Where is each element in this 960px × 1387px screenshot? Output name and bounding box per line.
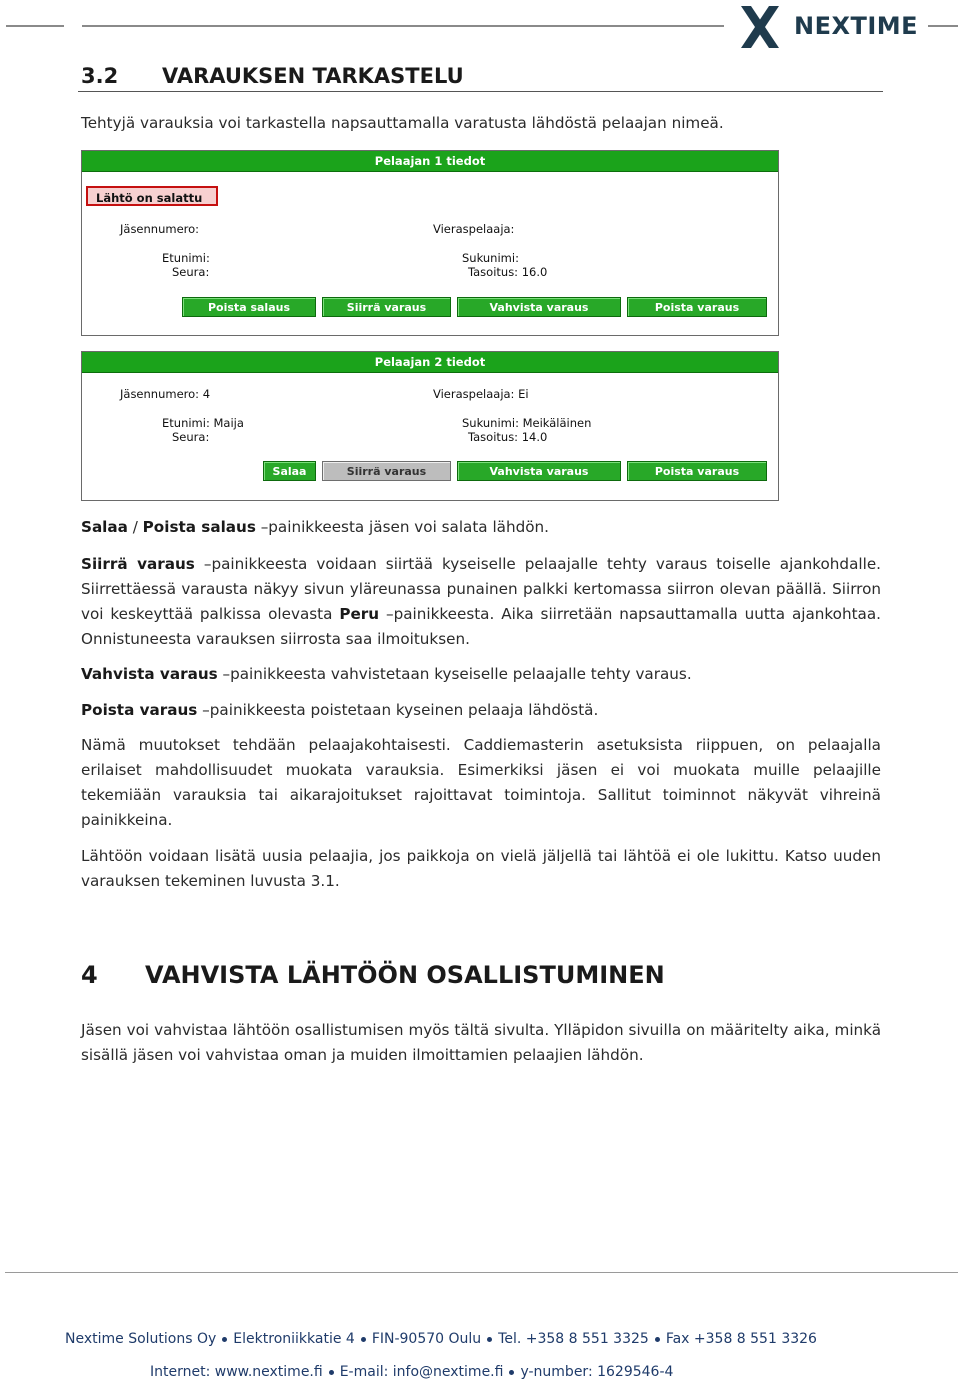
section-number: 3.2 (81, 64, 119, 88)
footer-company: Nextime Solutions Oy (65, 1331, 217, 1347)
footer-phone: Tel. +358 8 551 3325 (498, 1331, 649, 1347)
last-name-label: Sukunimi: Meikäläinen (462, 416, 592, 430)
bold-term: Siirrä varaus (81, 555, 195, 573)
panel-title: Pelaajan 1 tiedot (82, 151, 778, 172)
bullet-icon (329, 1370, 334, 1375)
club-label: Seura: (172, 265, 210, 279)
confirm-reservation-button[interactable]: Vahvista varaus (457, 297, 621, 317)
confirm-reservation-button[interactable]: Vahvista varaus (457, 461, 621, 481)
guest-label: Vieraspelaaja: Ei (433, 387, 529, 401)
section-title: VARAUKSEN TARKASTELU (162, 64, 464, 88)
club-label: Seura: (172, 430, 210, 444)
brand-name: NEXTIME (794, 12, 919, 40)
player-2-panel (81, 351, 779, 501)
section4-paragraph: Jäsen voi vahvistaa lähtöön osallistumisen myös tältä sivulta. Ylläpidon sivuilla on määritelty aika, minkä sisällä jäsen voi vahvistaa oman ja muiden ilmoittamien pelaajien lähdön. (81, 1021, 881, 1064)
handicap-label: Tasoitus: 16.0 (468, 265, 548, 279)
text-span: –painikkeesta voidaan siirtää kyseiselle pelaajalle tehty varaus toiselle ajankohdalle. Siirrettäessä varausta näkyy sivun yläreunassa punainen palkki kertomassa siirron olevan päällä. Siirron voi keskeyttää palkissa olevasta (81, 555, 881, 623)
move-reservation-button[interactable]: Siirrä varaus (322, 297, 451, 317)
first-name-label: Etunimi: Maija (162, 416, 244, 430)
handicap-label: Tasoitus: 14.0 (468, 430, 548, 444)
delete-reservation-button[interactable]: Poista varaus (627, 297, 767, 317)
intro-paragraph: Tehtyjä varauksia voi tarkastella napsauttamalla varatusta lähdöstä pelaajan nimeä. (81, 114, 724, 132)
confirm-paragraph (81, 662, 881, 687)
guest-label: Vieraspelaaja: (433, 222, 515, 236)
text-span: / (127, 518, 143, 536)
footer-postal: FIN-90570 Oulu (371, 1331, 482, 1347)
button-row (82, 297, 778, 319)
bullet-icon (361, 1337, 366, 1342)
footer-fax: Fax +358 8 551 3326 (665, 1331, 817, 1347)
header-rule-right (928, 25, 958, 27)
move-reservation-button[interactable]: Siirrä varaus (322, 461, 451, 481)
bold-term: Poista salaus (142, 518, 256, 536)
footer-address (65, 1331, 817, 1347)
bold-term: Poista varaus (81, 701, 198, 719)
last-name-label: Sukunimi: (462, 251, 519, 265)
bullet-icon (487, 1337, 492, 1342)
bullet-icon (222, 1337, 227, 1342)
footer-ynumber: y-number: 1629546-4 (520, 1364, 674, 1380)
text-span: –painikkeesta. Aika siirretään napsauttamalla uutta ajankohtaa. Onnistuneesta varauksen siirrosta saa ilmoituksen. (81, 605, 881, 648)
player-specific-paragraph: Nämä muutokset tehdään pelaajakohtaisesti. Caddiemasterin asetuksista riippuen, on pelaajalla erilaiset mahdollisuudet muokata varauksia. Esimerkiksi jäsen ei voi muokata muille pelaajille tekemiään varauksia tai aikarajoitukset rajoittavat toimintoja. Sallitut toiminnot näkyvät vihreinä painikkeina. (81, 736, 881, 829)
player-1-panel (81, 150, 779, 336)
bold-term: Peru (339, 605, 380, 623)
lock-paragraph (81, 515, 881, 540)
section-rule (78, 91, 883, 92)
header-rule-middle (82, 25, 724, 27)
text-span: –painikkeesta vahvistetaan kyseiselle pelaajalle tehty varaus. (217, 665, 692, 683)
member-number-label: Jäsennumero: (120, 222, 200, 236)
footer-email[interactable]: E-mail: info@nextime.fi (339, 1364, 504, 1380)
member-number-label: Jäsennumero: 4 (120, 387, 211, 401)
bold-term: Vahvista varaus (81, 665, 218, 683)
bullet-icon (509, 1370, 514, 1375)
section-title: VAHVISTA LÄHTÖÖN OSALLISTUMINEN (145, 961, 665, 989)
text-span: –painikkeesta jäsen voi salata lähdön. (255, 518, 549, 536)
move-paragraph (81, 552, 881, 652)
delete-reservation-button[interactable]: Poista varaus (627, 461, 767, 481)
bold-term: Salaa (81, 518, 128, 536)
button-row (82, 461, 778, 483)
x-logo-icon (737, 4, 783, 50)
lock-button[interactable]: Salaa (263, 461, 316, 481)
bullet-icon (655, 1337, 660, 1342)
locked-badge (86, 186, 218, 206)
delete-paragraph (81, 698, 881, 723)
text-span: –painikkeesta poistetaan kyseinen pelaaja lähdöstä. (197, 701, 599, 719)
header-rule-left (6, 25, 64, 27)
add-players-paragraph: Lähtöön voidaan lisätä uusia pelaajia, jos paikkoja on vielä jäljellä tai lähtöä ei ole lukittu. Katso uuden varauksen tekeminen luvusta 3.1. (81, 847, 881, 890)
panel-title: Pelaajan 2 tiedot (82, 352, 778, 373)
footer-street: Elektroniikkatie 4 (233, 1331, 355, 1347)
section-number: 4 (81, 961, 98, 989)
footer-web[interactable]: Internet: www.nextime.fi (150, 1364, 323, 1380)
locked-badge-label: Lähtö on salattu (96, 191, 203, 205)
footer-rule (5, 1272, 958, 1273)
remove-lock-button[interactable]: Poista salaus (182, 297, 316, 317)
first-name-label: Etunimi: (162, 251, 210, 265)
footer-contact (150, 1364, 673, 1380)
